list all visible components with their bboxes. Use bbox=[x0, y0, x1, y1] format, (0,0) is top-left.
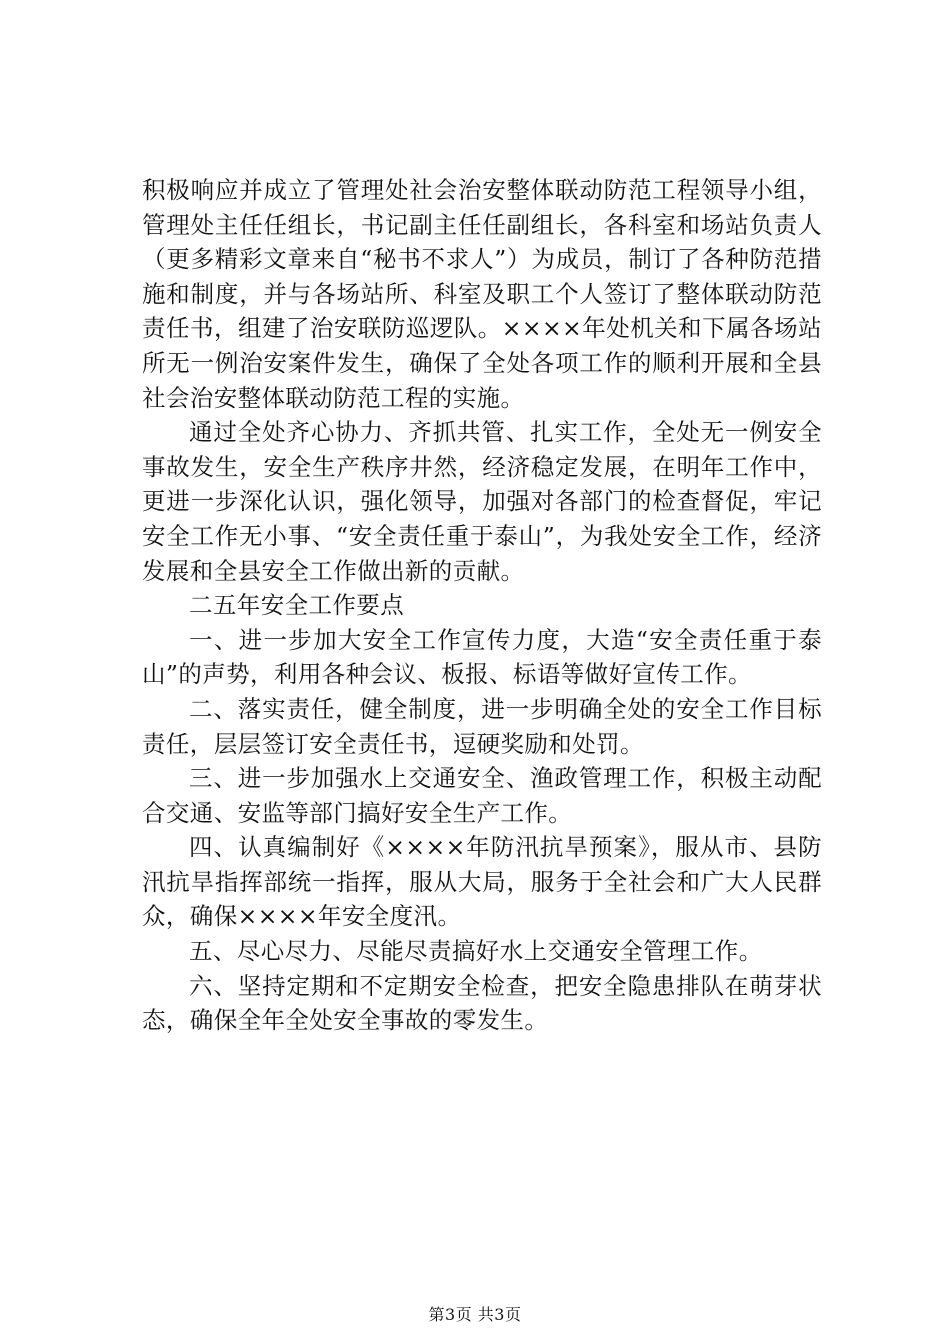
list-item: 五、尽心尽力、尽能尽责搞好水上交通安全管理工作。 bbox=[189, 937, 763, 966]
list-item: 三、进一步加强水上交通安全、渔政管理工作，积极主动配合交通、安监等部门搞好安全生产工作。 bbox=[142, 764, 822, 827]
section-heading: 二五年安全工作要点 bbox=[189, 591, 405, 620]
page-number-footer: 第3页 共3页 bbox=[428, 1305, 522, 1324]
paragraph-continuation: 积极响应并成立了管理处社会治安整体联动防范工程领导小组，管理处主任任组长，书记副主任任副组长，各科室和场站负责人（更多精彩文章来自“秘书不求人”）为成员，制订了各种防范措施和制度，并与各场站所、科室及职工个人签订了整体联动防范责任书，组建了治安联防巡逻队。××××年处机关和下属各场站所无一例治安案件发生，确保了全处各项工作的顺利开展和全县社会治安整体联动防范工程的实施。 bbox=[142, 176, 822, 412]
list-item: 六、坚持定期和不定期安全检查，把安全隐患排队在萌芽状态，确保全年全处安全事故的零发生。 bbox=[142, 971, 822, 1035]
document-body bbox=[142, 173, 822, 1038]
list-item: 二、落实责任，健全制度，进一步明确全处的安全工作目标责任，层层签订安全责任书，逗硬奖励和处罚。 bbox=[142, 694, 822, 758]
paragraph-summary: 通过全处齐心协力、齐抓共管、扎实工作，全处无一例安全事故发生，安全生产秩序井然，经济稳定发展，在明年工作中，更进一步深化认识，强化领导，加强对各部门的检查督促，牢记安全工作无小事、“安全责任重于泰山”，为我处安全工作，经济发展和全县安全工作做出新的贡献。 bbox=[142, 418, 822, 585]
list-item: 四、认真编制好《××××年防汛抗旱预案》，服从市、县防汛抗旱指挥部统一指挥，服从大局，服务于全社会和广大人民群众，确保××××年安全度汛。 bbox=[142, 833, 822, 931]
list-item: 一、进一步加大安全工作宣传力度，大造“安全责任重于泰山”的声势，利用各种会议、板报、标语等做好宣传工作。 bbox=[142, 625, 822, 689]
